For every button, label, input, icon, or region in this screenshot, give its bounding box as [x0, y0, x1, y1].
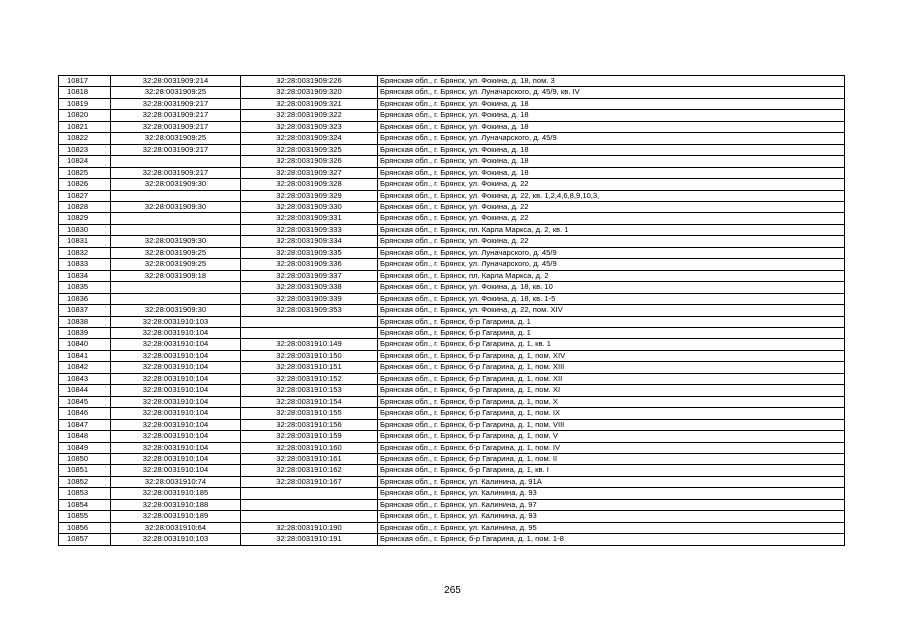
address-cell: Брянская обл., г. Брянск, ул. Фокина, д. 18	[378, 98, 845, 109]
object-cadastral-number-cell: 32:28:0031909:328	[241, 179, 378, 190]
object-cadastral-number-cell: 32:28:0031909:325	[241, 144, 378, 155]
address-cell: Брянская обл., г. Брянск, ул. Луначарского, д. 45/9	[378, 247, 845, 258]
parcel-cadastral-number-cell: 32:28:0031910:104	[111, 408, 241, 419]
parcel-cadastral-number-cell: 32:28:0031909:30	[111, 179, 241, 190]
table-row	[59, 442, 845, 453]
table-row	[59, 224, 845, 235]
object-cadastral-number-cell: 32:28:0031909:331	[241, 213, 378, 224]
address-cell: Брянская обл., г. Брянск, б-р Гагарина, д. 1, пом. VIII	[378, 419, 845, 430]
row-number-cell: 10833	[59, 259, 111, 270]
address-cell: Брянская обл., г. Брянск, б-р Гагарина, д. 1, пом. V	[378, 431, 845, 442]
object-cadastral-number-cell: 32:28:0031910:155	[241, 408, 378, 419]
parcel-cadastral-number-cell: 32:28:0031909:217	[111, 121, 241, 132]
address-cell: Брянская обл., г. Брянск, б-р Гагарина, д. 1, пом. XIV	[378, 350, 845, 361]
table-row	[59, 293, 845, 304]
address-cell: Брянская обл., г. Брянск, б-р Гагарина, д. 1, пом. IX	[378, 408, 845, 419]
row-number-cell: 10817	[59, 76, 111, 87]
row-number-cell: 10820	[59, 110, 111, 121]
row-number-cell: 10857	[59, 534, 111, 545]
address-cell: Брянская обл., г. Брянск, б-р Гагарина, д. 1, пом. IV	[378, 442, 845, 453]
address-cell: Брянская обл., г. Брянск, б-р Гагарина, д. 1, пом. X	[378, 396, 845, 407]
row-number-cell: 10849	[59, 442, 111, 453]
table-row	[59, 156, 845, 167]
object-cadastral-number-cell: 32:28:0031910:154	[241, 396, 378, 407]
row-number-cell: 10842	[59, 362, 111, 373]
table-row	[59, 247, 845, 258]
address-cell: Брянская обл., г. Брянск, ул. Луначарского, д. 45/9	[378, 259, 845, 270]
parcel-cadastral-number-cell: 32:28:0031910:74	[111, 476, 241, 487]
object-cadastral-number-cell	[241, 511, 378, 522]
table-row	[59, 385, 845, 396]
table-row	[59, 201, 845, 212]
address-cell: Брянская обл., г. Брянск, ул. Калинина, д. 91А	[378, 476, 845, 487]
object-cadastral-number-cell	[241, 316, 378, 327]
table-row	[59, 98, 845, 109]
table-row	[59, 408, 845, 419]
parcel-cadastral-number-cell	[111, 224, 241, 235]
parcel-cadastral-number-cell: 32:28:0031909:25	[111, 87, 241, 98]
address-cell: Брянская обл., г. Брянск, ул. Фокина, д. 18	[378, 121, 845, 132]
object-cadastral-number-cell: 32:28:0031910:152	[241, 373, 378, 384]
address-cell: Брянская обл., г. Брянск, ул. Калинина, д. 95	[378, 522, 845, 533]
object-cadastral-number-cell: 32:28:0031910:161	[241, 453, 378, 464]
table-row	[59, 431, 845, 442]
row-number-cell: 10838	[59, 316, 111, 327]
object-cadastral-number-cell: 32:28:0031909:337	[241, 270, 378, 281]
row-number-cell: 10836	[59, 293, 111, 304]
parcel-cadastral-number-cell: 32:28:0031910:189	[111, 511, 241, 522]
address-cell: Брянская обл., г. Брянск, ул. Калинина, д. 97	[378, 499, 845, 510]
object-cadastral-number-cell: 32:28:0031910:151	[241, 362, 378, 373]
object-cadastral-number-cell	[241, 488, 378, 499]
object-cadastral-number-cell: 32:28:0031909:335	[241, 247, 378, 258]
table-row	[59, 362, 845, 373]
row-number-cell: 10839	[59, 327, 111, 338]
object-cadastral-number-cell: 32:28:0031909:326	[241, 156, 378, 167]
parcel-cadastral-number-cell: 32:28:0031910:104	[111, 419, 241, 430]
table-row	[59, 282, 845, 293]
address-cell: Брянская обл., г. Брянск, б-р Гагарина, д. 1	[378, 316, 845, 327]
row-number-cell: 10825	[59, 167, 111, 178]
row-number-cell: 10856	[59, 522, 111, 533]
table-row	[59, 133, 845, 144]
parcel-cadastral-number-cell	[111, 190, 241, 201]
address-cell: Брянская обл., г. Брянск, ул. Калинина, д. 93	[378, 511, 845, 522]
table-row	[59, 236, 845, 247]
row-number-cell: 10827	[59, 190, 111, 201]
object-cadastral-number-cell: 32:28:0031909:353	[241, 305, 378, 316]
table-row	[59, 522, 845, 533]
table-row	[59, 87, 845, 98]
parcel-cadastral-number-cell: 32:28:0031909:217	[111, 98, 241, 109]
object-cadastral-number-cell: 32:28:0031909:324	[241, 133, 378, 144]
address-cell: Брянская обл., г. Брянск, ул. Фокина, д. 18	[378, 144, 845, 155]
parcel-cadastral-number-cell: 32:28:0031910:104	[111, 373, 241, 384]
parcel-cadastral-number-cell: 32:28:0031910:104	[111, 465, 241, 476]
address-cell: Брянская обл., г. Брянск, ул. Фокина, д. 18	[378, 110, 845, 121]
table-row	[59, 76, 845, 87]
row-number-cell: 10852	[59, 476, 111, 487]
page-number: 265	[444, 585, 461, 596]
object-cadastral-number-cell: 32:28:0031909:334	[241, 236, 378, 247]
parcel-cadastral-number-cell: 32:28:0031909:25	[111, 259, 241, 270]
address-cell: Брянская обл., г. Брянск, ул. Фокина, д. 22	[378, 179, 845, 190]
table-row	[59, 316, 845, 327]
parcel-cadastral-number-cell: 32:28:0031910:104	[111, 453, 241, 464]
table-row	[59, 453, 845, 464]
row-number-cell: 10831	[59, 236, 111, 247]
row-number-cell: 10841	[59, 350, 111, 361]
parcel-cadastral-number-cell: 32:28:0031909:217	[111, 167, 241, 178]
table-row	[59, 121, 845, 132]
parcel-cadastral-number-cell	[111, 156, 241, 167]
table-row	[59, 465, 845, 476]
parcel-cadastral-number-cell: 32:28:0031910:64	[111, 522, 241, 533]
address-cell: Брянская обл., г. Брянск, ул. Фокина, д. 18, кв. 1-5	[378, 293, 845, 304]
table-row	[59, 373, 845, 384]
object-cadastral-number-cell: 32:28:0031910:190	[241, 522, 378, 533]
parcel-cadastral-number-cell: 32:28:0031909:217	[111, 144, 241, 155]
object-cadastral-number-cell: 32:28:0031910:156	[241, 419, 378, 430]
table-row	[59, 110, 845, 121]
row-number-cell: 10821	[59, 121, 111, 132]
object-cadastral-number-cell: 32:28:0031909:321	[241, 98, 378, 109]
parcel-cadastral-number-cell: 32:28:0031910:104	[111, 431, 241, 442]
table-row	[59, 144, 845, 155]
object-cadastral-number-cell: 32:28:0031909:330	[241, 201, 378, 212]
parcel-cadastral-number-cell: 32:28:0031910:104	[111, 350, 241, 361]
table-row	[59, 419, 845, 430]
address-cell: Брянская обл., г. Брянск, б-р Гагарина, д. 1	[378, 327, 845, 338]
row-number-cell: 10829	[59, 213, 111, 224]
address-cell: Брянская обл., г. Брянск, ул. Фокина, д. 22, пом. XIV	[378, 305, 845, 316]
table-row	[59, 534, 845, 545]
object-cadastral-number-cell: 32:28:0031910:149	[241, 339, 378, 350]
table-row	[59, 396, 845, 407]
object-cadastral-number-cell: 32:28:0031909:336	[241, 259, 378, 270]
table-row	[59, 213, 845, 224]
parcel-cadastral-number-cell: 32:28:0031909:30	[111, 236, 241, 247]
property-table-body	[59, 76, 845, 546]
parcel-cadastral-number-cell: 32:28:0031909:214	[111, 76, 241, 87]
object-cadastral-number-cell: 32:28:0031909:320	[241, 87, 378, 98]
table-row	[59, 259, 845, 270]
object-cadastral-number-cell: 32:28:0031909:226	[241, 76, 378, 87]
address-cell: Брянская обл., г. Брянск, пл. Карла Маркса, д. 2, кв. 1	[378, 224, 845, 235]
parcel-cadastral-number-cell: 32:28:0031909:25	[111, 133, 241, 144]
parcel-cadastral-number-cell: 32:28:0031909:30	[111, 305, 241, 316]
table-row	[59, 339, 845, 350]
row-number-cell: 10843	[59, 373, 111, 384]
address-cell: Брянская обл., г. Брянск, ул. Луначарского, д. 45/9	[378, 133, 845, 144]
address-cell: Брянская обл., г. Брянск, ул. Фокина, д. 18	[378, 167, 845, 178]
table-row	[59, 488, 845, 499]
address-cell: Брянская обл., г. Брянск, б-р Гагарина, д. 1, пом. II	[378, 453, 845, 464]
address-cell: Брянская обл., г. Брянск, б-р Гагарина, д. 1, кв. 1	[378, 339, 845, 350]
object-cadastral-number-cell	[241, 327, 378, 338]
object-cadastral-number-cell: 32:28:0031910:191	[241, 534, 378, 545]
address-cell: Брянская обл., г. Брянск, ул. Фокина, д. 22, кв. 1,2,4,6,8,9,10,3,	[378, 190, 845, 201]
address-cell: Брянская обл., г. Брянск, б-р Гагарина, д. 1, пом. XII	[378, 373, 845, 384]
address-cell: Брянская обл., г. Брянск, ул. Фокина, д. 18, пом. 3	[378, 76, 845, 87]
address-cell: Брянская обл., г. Брянск, ул. Луначарского, д. 45/9, кв. IV	[378, 87, 845, 98]
row-number-cell: 10845	[59, 396, 111, 407]
object-cadastral-number-cell: 32:28:0031909:327	[241, 167, 378, 178]
table-row	[59, 270, 845, 281]
address-cell: Брянская обл., г. Брянск, б-р Гагарина, д. 1, кв. I	[378, 465, 845, 476]
address-cell: Брянская обл., г. Брянск, ул. Фокина, д. 22	[378, 201, 845, 212]
object-cadastral-number-cell: 32:28:0031909:329	[241, 190, 378, 201]
address-cell: Брянская обл., г. Брянск, б-р Гагарина, д. 1, пом. 1-8	[378, 534, 845, 545]
table-row	[59, 327, 845, 338]
table-row	[59, 305, 845, 316]
table-row	[59, 179, 845, 190]
parcel-cadastral-number-cell: 32:28:0031910:104	[111, 385, 241, 396]
row-number-cell: 10854	[59, 499, 111, 510]
row-number-cell: 10855	[59, 511, 111, 522]
row-number-cell: 10819	[59, 98, 111, 109]
parcel-cadastral-number-cell: 32:28:0031910:103	[111, 316, 241, 327]
object-cadastral-number-cell: 32:28:0031909:339	[241, 293, 378, 304]
parcel-cadastral-number-cell: 32:28:0031910:104	[111, 339, 241, 350]
address-cell: Брянская обл., г. Брянск, ул. Калинина, д. 93	[378, 488, 845, 499]
row-number-cell: 10823	[59, 144, 111, 155]
parcel-cadastral-number-cell: 32:28:0031909:30	[111, 201, 241, 212]
property-table	[58, 75, 845, 546]
row-number-cell: 10828	[59, 201, 111, 212]
parcel-cadastral-number-cell: 32:28:0031909:18	[111, 270, 241, 281]
object-cadastral-number-cell: 32:28:0031910:150	[241, 350, 378, 361]
parcel-cadastral-number-cell: 32:28:0031910:188	[111, 499, 241, 510]
row-number-cell: 10818	[59, 87, 111, 98]
parcel-cadastral-number-cell: 32:28:0031910:185	[111, 488, 241, 499]
row-number-cell: 10844	[59, 385, 111, 396]
row-number-cell: 10853	[59, 488, 111, 499]
table-row	[59, 476, 845, 487]
row-number-cell: 10832	[59, 247, 111, 258]
object-cadastral-number-cell: 32:28:0031910:159	[241, 431, 378, 442]
parcel-cadastral-number-cell	[111, 293, 241, 304]
table-row	[59, 499, 845, 510]
row-number-cell: 10846	[59, 408, 111, 419]
table-row	[59, 511, 845, 522]
address-cell: Брянская обл., г. Брянск, ул. Фокина, д. 22	[378, 213, 845, 224]
table-row	[59, 190, 845, 201]
row-number-cell: 10824	[59, 156, 111, 167]
table-row	[59, 350, 845, 361]
row-number-cell: 10850	[59, 453, 111, 464]
address-cell: Брянская обл., г. Брянск, ул. Фокина, д. 18, кв. 10	[378, 282, 845, 293]
object-cadastral-number-cell: 32:28:0031910:162	[241, 465, 378, 476]
row-number-cell: 10826	[59, 179, 111, 190]
parcel-cadastral-number-cell: 32:28:0031909:25	[111, 247, 241, 258]
parcel-cadastral-number-cell: 32:28:0031910:104	[111, 362, 241, 373]
row-number-cell: 10837	[59, 305, 111, 316]
row-number-cell: 10834	[59, 270, 111, 281]
parcel-cadastral-number-cell	[111, 213, 241, 224]
row-number-cell: 10848	[59, 431, 111, 442]
parcel-cadastral-number-cell: 32:28:0031909:217	[111, 110, 241, 121]
address-cell: Брянская обл., г. Брянск, ул. Фокина, д. 22	[378, 236, 845, 247]
row-number-cell: 10840	[59, 339, 111, 350]
row-number-cell: 10851	[59, 465, 111, 476]
object-cadastral-number-cell: 32:28:0031910:167	[241, 476, 378, 487]
table-row	[59, 167, 845, 178]
object-cadastral-number-cell: 32:28:0031909:323	[241, 121, 378, 132]
parcel-cadastral-number-cell: 32:28:0031910:103	[111, 534, 241, 545]
row-number-cell: 10847	[59, 419, 111, 430]
row-number-cell: 10835	[59, 282, 111, 293]
parcel-cadastral-number-cell: 32:28:0031910:104	[111, 396, 241, 407]
object-cadastral-number-cell: 32:28:0031909:333	[241, 224, 378, 235]
address-cell: Брянская обл., г. Брянск, пл. Карла Маркса, д. 2	[378, 270, 845, 281]
object-cadastral-number-cell: 32:28:0031909:322	[241, 110, 378, 121]
address-cell: Брянская обл., г. Брянск, ул. Фокина, д. 18	[378, 156, 845, 167]
object-cadastral-number-cell: 32:28:0031910:160	[241, 442, 378, 453]
address-cell: Брянская обл., г. Брянск, б-р Гагарина, д. 1, пом. XI	[378, 385, 845, 396]
parcel-cadastral-number-cell: 32:28:0031910:104	[111, 327, 241, 338]
object-cadastral-number-cell	[241, 499, 378, 510]
object-cadastral-number-cell: 32:28:0031910:153	[241, 385, 378, 396]
parcel-cadastral-number-cell: 32:28:0031910:104	[111, 442, 241, 453]
row-number-cell: 10830	[59, 224, 111, 235]
object-cadastral-number-cell: 32:28:0031909:338	[241, 282, 378, 293]
parcel-cadastral-number-cell	[111, 282, 241, 293]
row-number-cell: 10822	[59, 133, 111, 144]
address-cell: Брянская обл., г. Брянск, б-р Гагарина, д. 1, пом. XIII	[378, 362, 845, 373]
